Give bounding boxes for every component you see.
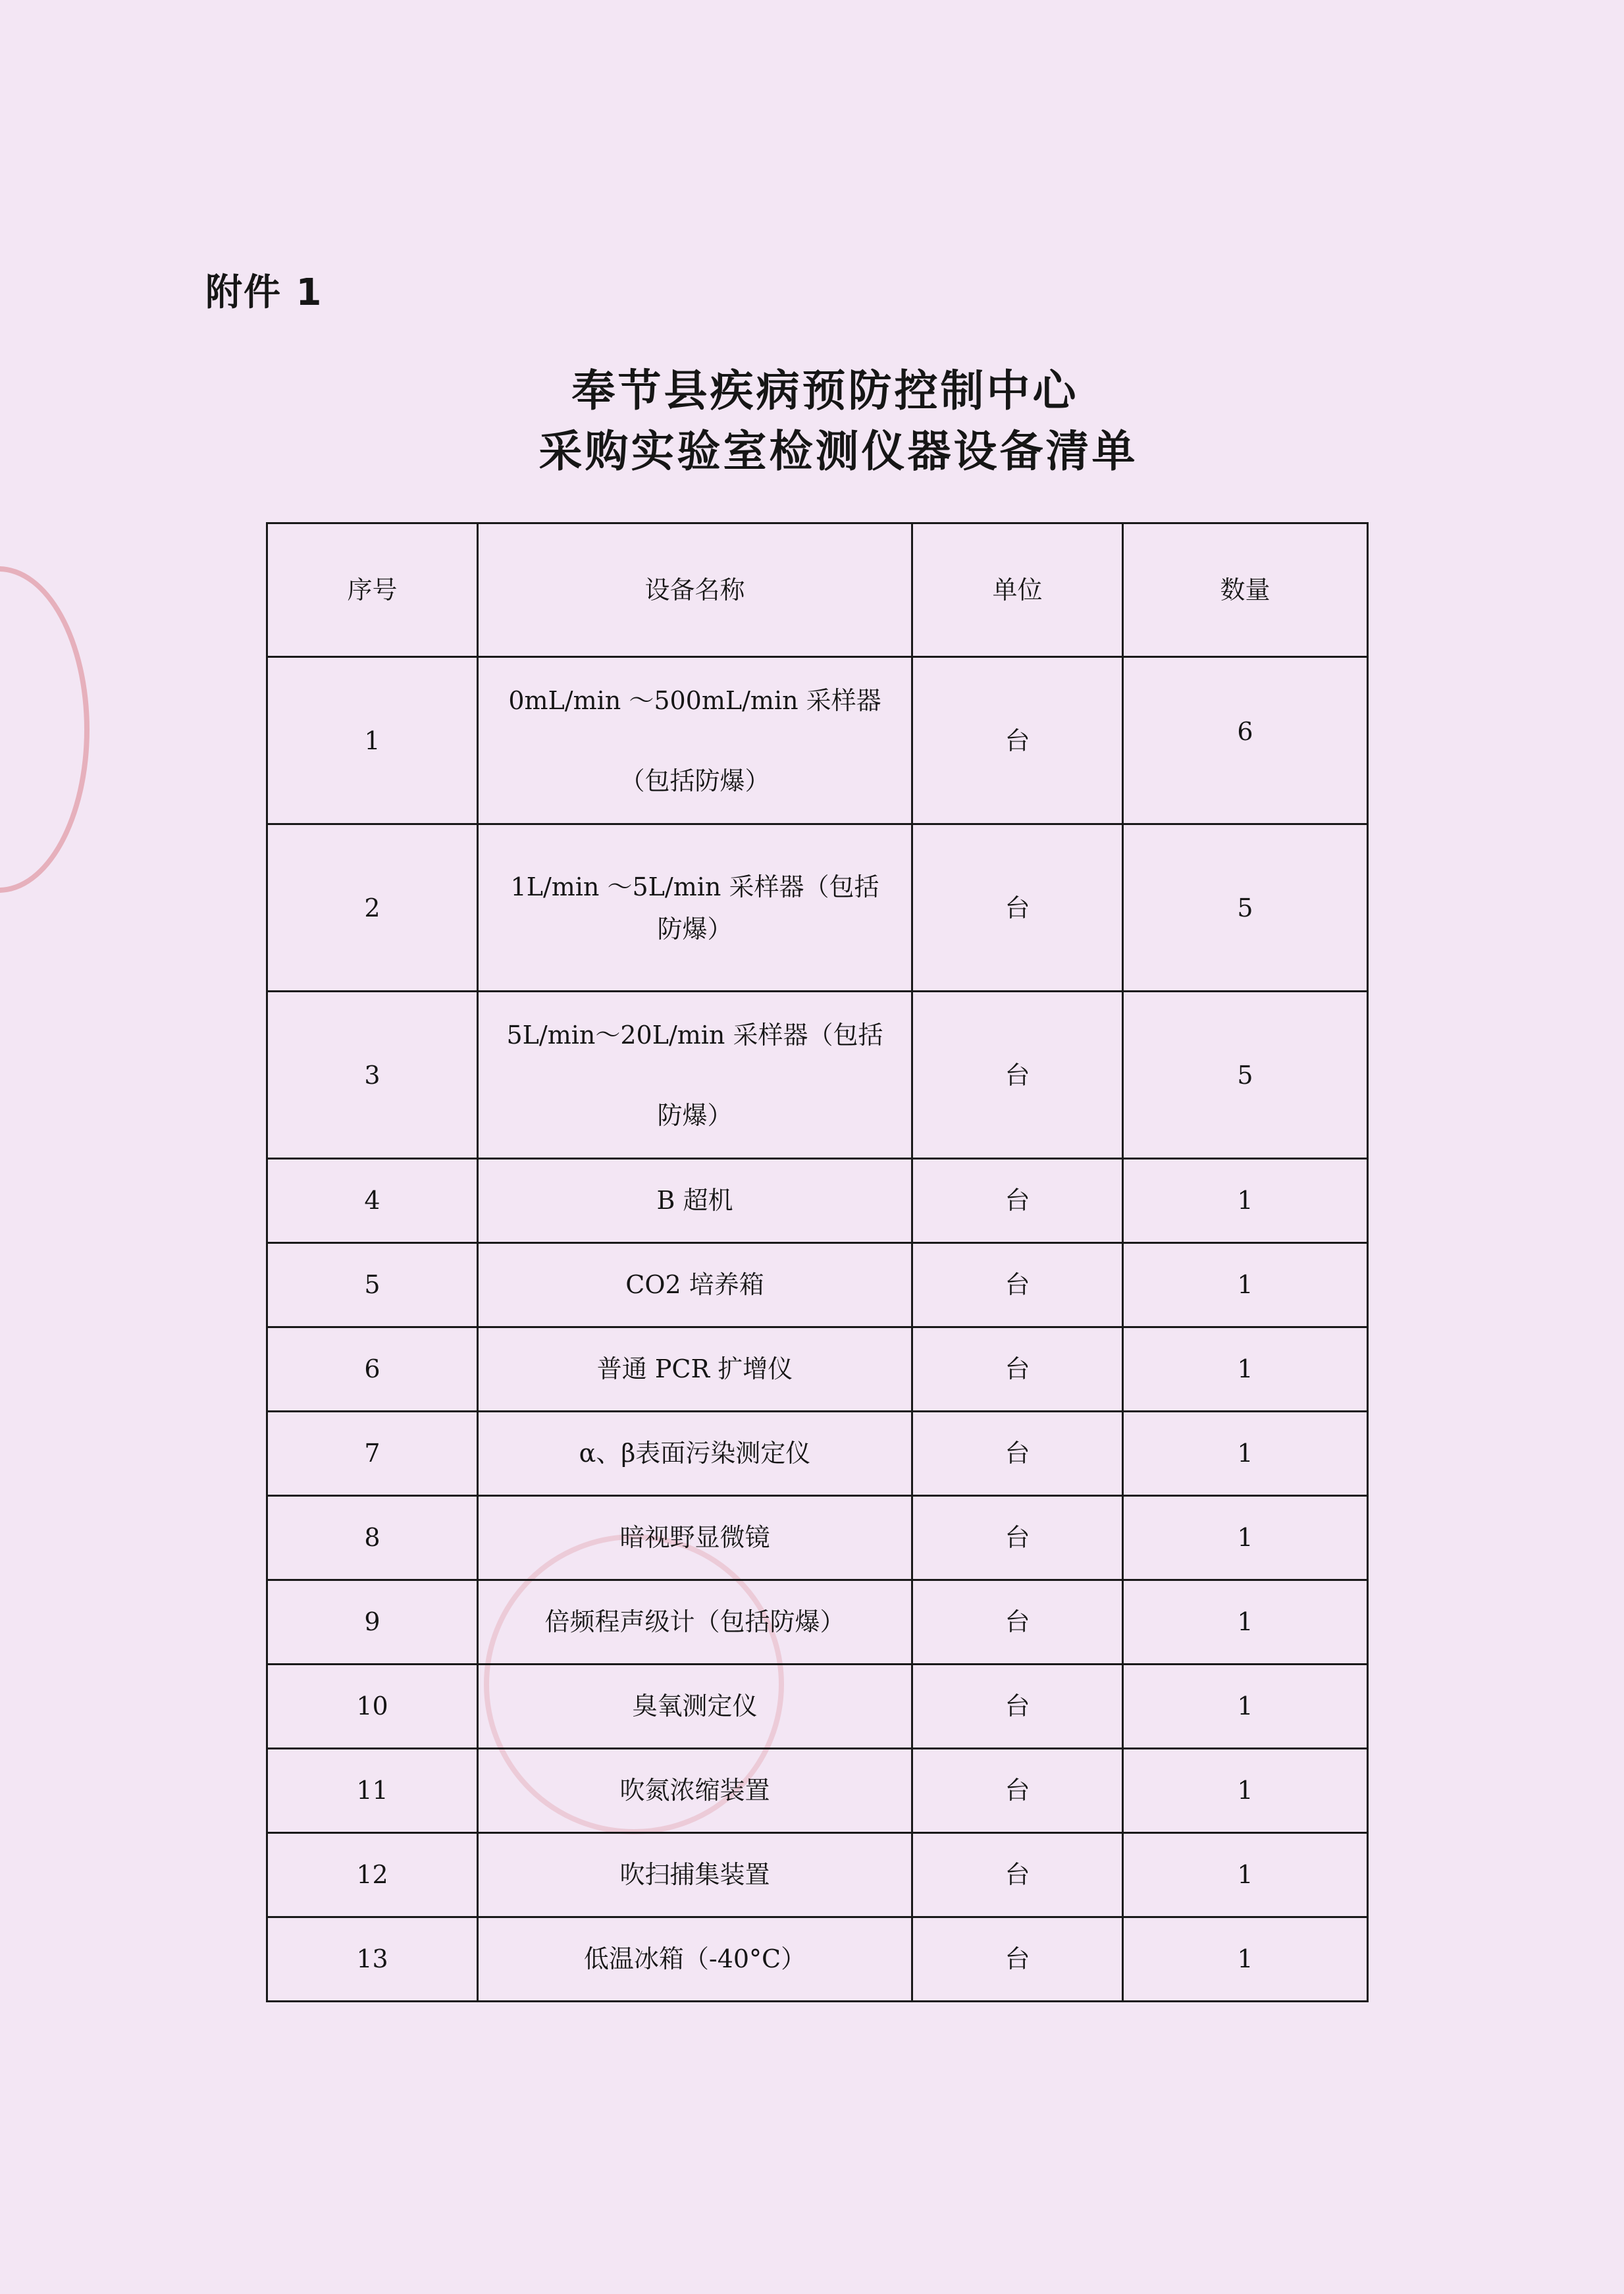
table-row	[267, 824, 1368, 992]
row-serial-number: 3	[267, 992, 478, 1159]
row-quantity: 1	[1123, 1833, 1368, 1917]
row-equipment-name: 低温冰箱（-40°C）	[478, 1917, 912, 2002]
row-unit: 台	[912, 1917, 1123, 2002]
row-unit: 台	[912, 1749, 1123, 1833]
row-serial-number: 9	[267, 1580, 478, 1665]
row-quantity: 1	[1123, 1665, 1368, 1749]
row-quantity: 1	[1123, 1243, 1368, 1327]
row-serial-number: 11	[267, 1749, 478, 1833]
header-equipment-name: 设备名称	[478, 523, 912, 657]
row-equipment-name: α、β表面污染测定仪	[478, 1412, 912, 1496]
equipment-table	[266, 522, 1369, 2002]
row-equipment-name-line-2: （包括防爆）	[619, 766, 770, 795]
row-unit: 台	[912, 657, 1123, 824]
row-equipment-name: 吹氮浓缩装置	[478, 1749, 912, 1833]
row-unit: 台	[912, 992, 1123, 1159]
row-quantity-value: 6	[1237, 716, 1253, 746]
row-quantity: 1	[1123, 1159, 1368, 1243]
table-row	[267, 1917, 1368, 2002]
row-equipment-name: 臭氧测定仪	[478, 1665, 912, 1749]
table-row	[267, 1749, 1368, 1833]
row-unit: 台	[912, 1833, 1123, 1917]
row-serial-number: 7	[267, 1412, 478, 1496]
table-row	[267, 1496, 1368, 1580]
row-serial-number: 5	[267, 1243, 478, 1327]
row-serial-number: 12	[267, 1833, 478, 1917]
table-row	[267, 1243, 1368, 1327]
row-equipment-name: 吹扫捕集装置	[478, 1833, 912, 1917]
table-row	[267, 1833, 1368, 1917]
table-header-row	[267, 523, 1368, 657]
row-unit: 台	[912, 1496, 1123, 1580]
row-quantity: 1	[1123, 1749, 1368, 1833]
row-equipment-name-line-1: 1L/min ～5L/min 采样器（包括	[510, 872, 879, 901]
row-quantity: 1	[1123, 1580, 1368, 1665]
seal-stamp-left	[0, 566, 90, 893]
attachment-label: 附件 1	[205, 271, 323, 314]
row-quantity: 1	[1123, 1412, 1368, 1496]
table-row	[267, 657, 1368, 824]
row-serial-number: 2	[267, 824, 478, 992]
header-unit: 单位	[912, 523, 1123, 657]
row-quantity: 1	[1123, 1327, 1368, 1412]
row-equipment-name: 倍频程声级计（包括防爆）	[478, 1580, 912, 1665]
row-unit: 台	[912, 1327, 1123, 1412]
row-quantity: 5	[1123, 992, 1368, 1159]
table-row	[267, 1580, 1368, 1665]
document-title-line-2: 采购实验室检测仪器设备清单	[538, 426, 1138, 477]
row-quantity: 1	[1123, 1496, 1368, 1580]
row-equipment-name-line-2: 防爆）	[657, 914, 733, 944]
row-unit: 台	[912, 1665, 1123, 1749]
table-row	[267, 1327, 1368, 1412]
row-serial-number: 1	[267, 657, 478, 824]
table-row	[267, 992, 1368, 1159]
row-quantity	[1123, 657, 1368, 824]
table-row	[267, 1665, 1368, 1749]
row-unit: 台	[912, 1159, 1123, 1243]
header-quantity: 数量	[1123, 523, 1368, 657]
table-row	[267, 1412, 1368, 1496]
row-unit: 台	[912, 1412, 1123, 1496]
row-equipment-name: B 超机	[478, 1159, 912, 1243]
header-serial-number: 序号	[267, 523, 478, 657]
row-serial-number: 8	[267, 1496, 478, 1580]
row-equipment-name-line-1: 5L/min～20L/min 采样器（包括	[506, 1020, 883, 1050]
row-quantity: 1	[1123, 1917, 1368, 2002]
row-equipment-name: 普通 PCR 扩增仪	[478, 1327, 912, 1412]
row-serial-number: 10	[267, 1665, 478, 1749]
row-equipment-name: 暗视野显微镜	[478, 1496, 912, 1580]
document-title-line-1: 奉节县疾病预防控制中心	[571, 365, 1079, 416]
row-equipment-name: CO2 培养箱	[478, 1243, 912, 1327]
row-unit: 台	[912, 824, 1123, 992]
row-serial-number: 13	[267, 1917, 478, 2002]
row-equipment-name-line-1: 0mL/min ～500mL/min 采样器	[508, 685, 881, 715]
row-equipment-name-line-2: 防爆）	[657, 1100, 733, 1130]
row-unit: 台	[912, 1243, 1123, 1327]
row-equipment-name	[478, 657, 912, 824]
row-equipment-name	[478, 992, 912, 1159]
row-equipment-name	[478, 824, 912, 992]
row-serial-number: 6	[267, 1327, 478, 1412]
row-serial-number: 4	[267, 1159, 478, 1243]
row-quantity: 5	[1123, 824, 1368, 992]
table-row	[267, 1159, 1368, 1243]
row-unit: 台	[912, 1580, 1123, 1665]
